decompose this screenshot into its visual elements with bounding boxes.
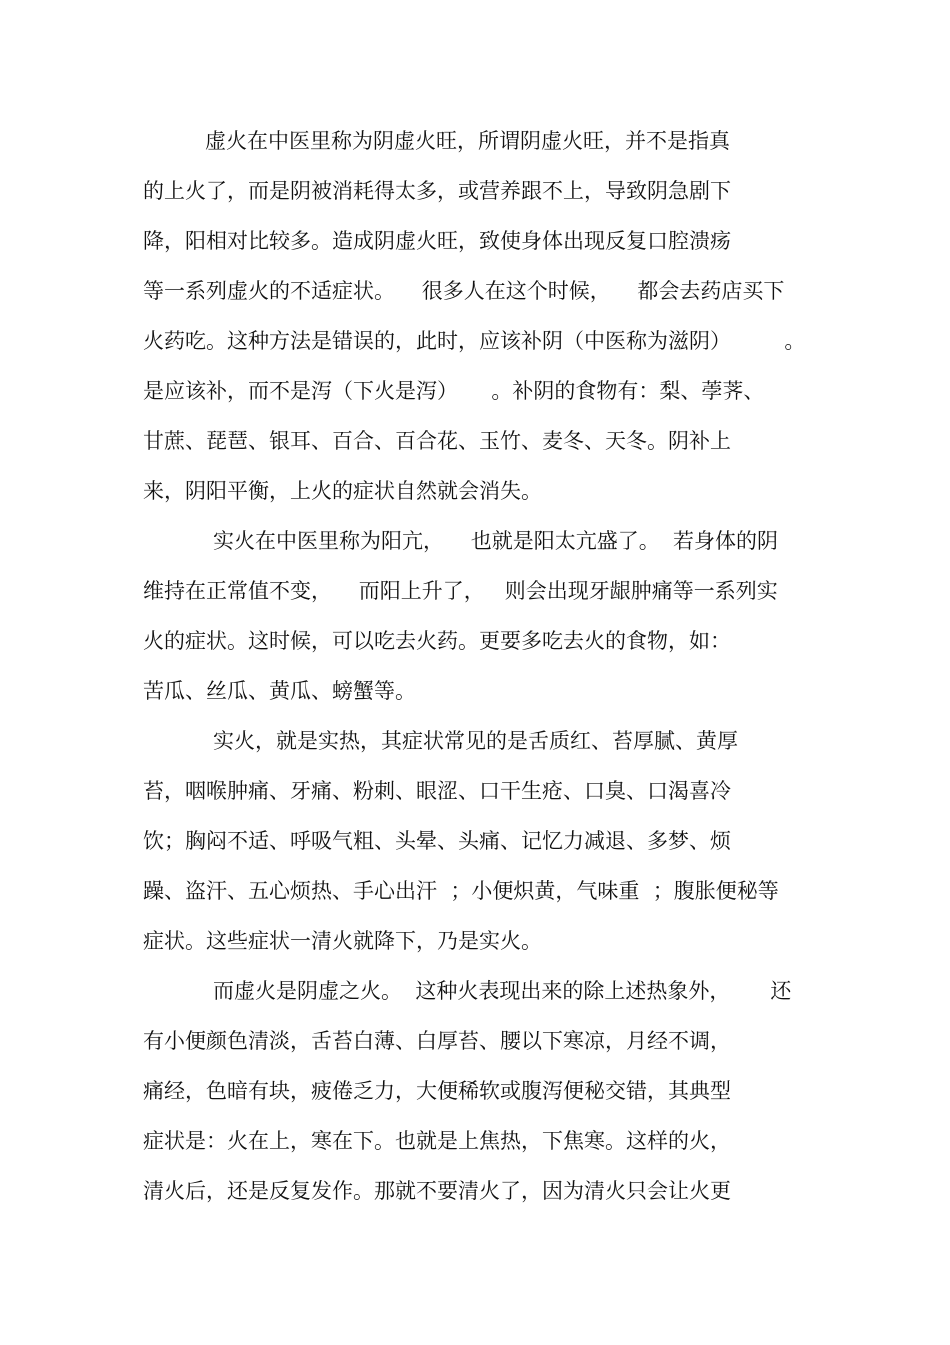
text-line-16: 躁、盗汗、五心烦热、手心出汗 ；小便炽黄，气味重 ；腹胀便秘等 <box>143 879 779 903</box>
text-line-18: 而虚火是阴虚之火。 这种火表现出来的除上述热象外， 还 <box>213 979 792 1003</box>
text-line-5: 火药吃。这种方法是错误的，此时，应该补阴（中医称为滋阴） 。 <box>143 329 806 353</box>
text-line-22: 清火后，还是反复发作。那就不要清火了，因为清火只会让火更 <box>143 1179 731 1203</box>
text-line-11: 火的症状。这时候，可以吃去火药。更要多吃去火的食物，如： <box>143 629 731 653</box>
text-line-6: 是应该补，而不是泻（下火是泻） 。补阴的食物有：梨、荸荠、 <box>143 379 765 403</box>
text-line-13: 实火，就是实热，其症状常见的是舌质红、苔厚腻、黄厚 <box>213 729 738 753</box>
text-line-4: 等一系列虚火的不适症状。 很多人在这个时候， 都会去药店买下 <box>143 279 785 303</box>
text-line-14: 苔，咽喉肿痛、牙痛、粉刺、眼涩、口干生疮、口臭、口渴喜冷 <box>143 779 731 803</box>
text-line-10: 维持在正常值不变， 而阳上升了， 则会出现牙龈肿痛等一系列实 <box>143 579 778 603</box>
text-line-3: 降，阳相对比较多。造成阴虚火旺，致使身体出现反复口腔溃疡 <box>143 229 731 253</box>
text-line-12: 苦瓜、丝瓜、黄瓜、螃蟹等。 <box>143 679 416 703</box>
text-line-7: 甘蔗、琵琶、银耳、百合、百合花、玉竹、麦冬、天冬。阴补上 <box>143 429 731 453</box>
text-line-1: 虚火在中医里称为阴虚火旺，所谓阴虚火旺，并不是指真 <box>205 129 730 153</box>
text-line-2: 的上火了，而是阴被消耗得太多，或营养跟不上，导致阴急剧下 <box>143 179 731 203</box>
text-line-21: 症状是：火在上，寒在下。也就是上焦热，下焦寒。这样的火， <box>143 1129 731 1153</box>
text-line-17: 症状。这些症状一清火就降下，乃是实火。 <box>143 929 542 953</box>
text-line-8: 来，阴阳平衡，上火的症状自然就会消失。 <box>143 479 542 503</box>
text-line-15: 饮；胸闷不适、呼吸气粗、头晕、头痛、记忆力减退、多梦、烦 <box>143 829 731 853</box>
text-line-19: 有小便颜色清淡，舌苔白薄、白厚苔、腰以下寒凉，月经不调， <box>143 1029 731 1053</box>
text-line-20: 痛经，色暗有块，疲倦乏力，大便稀软或腹泻便秘交错，其典型 <box>143 1079 731 1103</box>
text-line-9: 实火在中医里称为阳亢， 也就是阳太亢盛了。 若身体的阴 <box>213 529 779 553</box>
